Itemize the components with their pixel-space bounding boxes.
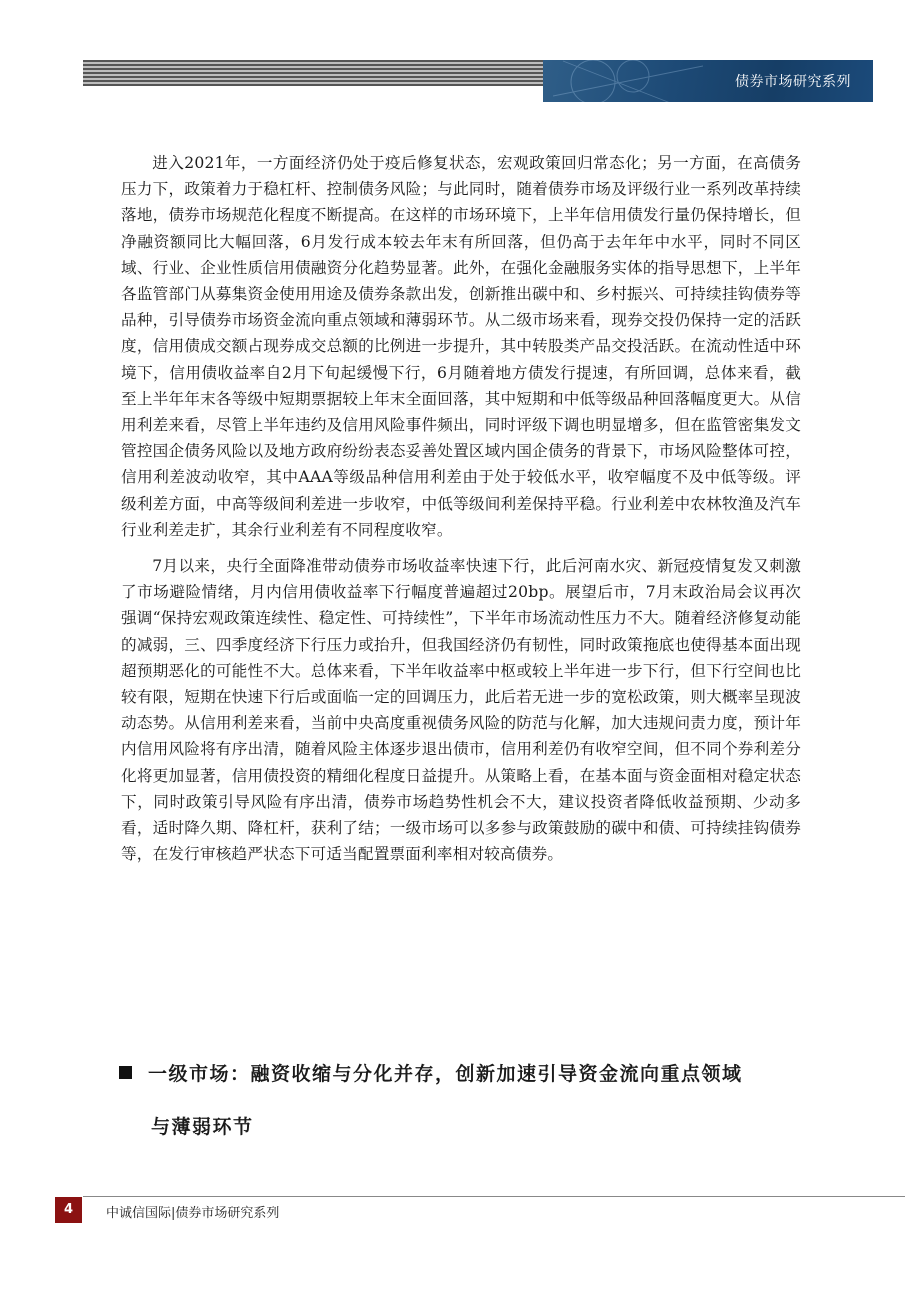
- footer-text: 中诚信国际|债券市场研究系列: [106, 1206, 280, 1221]
- section-heading: [119, 1048, 839, 1154]
- page-number: 4: [55, 1197, 82, 1223]
- banner-pattern-icon: [553, 60, 703, 102]
- header-stripe-decoration: [83, 60, 543, 86]
- header-banner: [543, 60, 873, 102]
- footer-divider: [83, 1196, 905, 1197]
- section-heading-line2: 与薄弱环节: [151, 1116, 254, 1138]
- section-heading-line1: 一级市场：融资收缩与分化并存，创新加速引导资金流向重点领域: [148, 1063, 743, 1085]
- main-body: [121, 150, 801, 867]
- header-title: 债券市场研究系列: [735, 74, 851, 90]
- body-paragraph: 进入2021年，一方面经济仍处于疫后修复状态，宏观政策回归常态化；另一方面，在高债务压力下，政策着力于稳杠杆、控制债务风险；与此同时，随着债券市场及评级行业一系列改革持续落地，债券市场规范化程度不断提高。在这样的市场环境下，上半年信用债发行量仍保持增长，但净融资额同比大幅回落，6月发行成本较去年末有所回落，但仍高于去年年中水平，同时不同区域、行业、企业性质信用债融资分化趋势显著。此外，在强化金融服务实体的指导思想下，上半年各监管部门从募集资金使用用途及债券条款出发，创新推出碳中和、乡村振兴、可持续挂钩债券等品种，引导债券市场资金流向重点领域和薄弱环节。从二级市场来看，现券交投仍保持一定的活跃度，信用债成交额占现券成交总额的比例进一步提升，其中转股类产品交投活跃。在流动性适中环境下，信用债收益率自2月下旬起缓慢下行，6月随着地方债发行提速，有所回调，总体来看，截至上半年年末各等级中短期票据较上年末全面回落，其中短期和中低等级品种回落幅度更大。从信用利差来看，尽管上半年违约及信用风险事件频出，同时评级下调也明显增多，但在监管密集发文管控国企债务风险以及地方政府纷纷表态妥善处置区域内国企债务的背景下，市场风险整体可控，信用利差波动收窄，其中AAA等级品种信用利差由于处于较低水平，收窄幅度不及中低等级。评级利差方面，中高等级间利差进一步收窄，中低等级间利差保持平稳。行业利差中农林牧渔及汽车行业利差走扩，其余行业利差有不同程度收窄。: [121, 154, 801, 539]
- body-paragraph: 7月以来，央行全面降准带动债券市场收益率快速下行，此后河南水灾、新冠疫情复发又刺激了市场避险情绪，月内信用债收益率下行幅度普遍超过20bp。展望后市，7月末政治局会议再次强调“保持宏观政策连续性、稳定性、可持续性”，下半年市场流动性压力不大。随着经济修复动能的减弱，三、四季度经济下行压力或抬升，但我国经济仍有韧性，同时政策拖底也使得基本面出现超预期恶化的可能性不大。总体来看，下半年收益率中枢或较上半年进一步下行，但下行空间也比较有限，短期在快速下行后或面临一定的回调压力，此后若无进一步的宽松政策，则大概率呈现波动态势。从信用利差来看，当前中央高度重视债务风险的防范与化解，加大违规问责力度，预计年内信用风险将有序出清，随着风险主体逐步退出债市，信用利差仍有收窄空间，但不同个券利差分化将更加显著，信用债投资的精细化程度日益提升。从策略上看，在基本面与资金面相对稳定状态下，同时政策引导风险有序出清，债券市场趋势性机会不大，建议投资者降低收益预期、少动多看，适时降久期、降杠杆，获利了结；一级市场可以多参与政策鼓励的碳中和债、可持续挂钩债券等，在发行审核趋严状态下可适当配置票面利率相对较高债券。: [121, 557, 801, 864]
- square-bullet-icon: [119, 1066, 132, 1079]
